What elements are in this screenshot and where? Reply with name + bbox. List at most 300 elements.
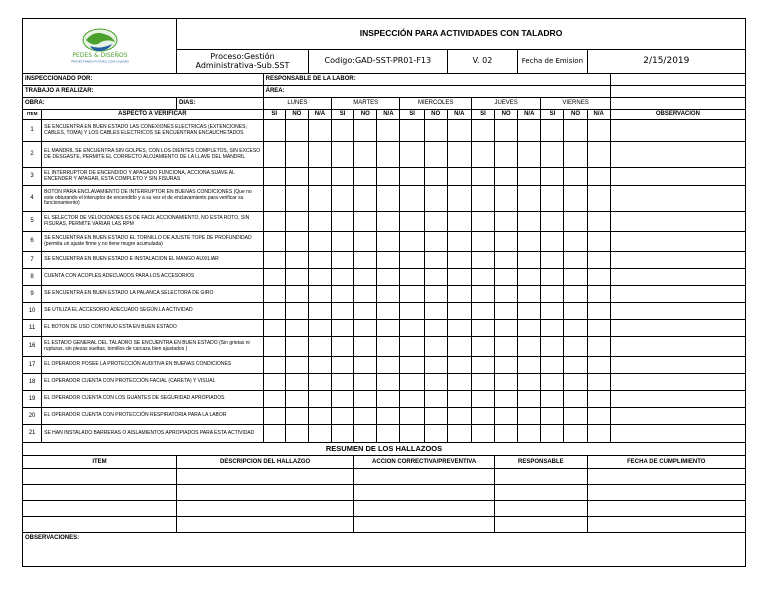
check-cell[interactable]	[400, 374, 424, 391]
summary-cell[interactable]	[587, 501, 745, 517]
check-cell[interactable]	[587, 186, 610, 212]
observation-cell[interactable]	[610, 408, 745, 425]
check-cell[interactable]	[471, 320, 494, 337]
check-cell[interactable]	[354, 303, 377, 320]
summary-cell[interactable]	[495, 469, 588, 485]
summary-cell[interactable]	[177, 501, 354, 517]
check-cell[interactable]	[564, 232, 587, 252]
check-cell[interactable]	[495, 425, 518, 443]
check-cell[interactable]	[471, 374, 494, 391]
check-cell[interactable]	[564, 337, 587, 357]
observation-cell[interactable]	[610, 391, 745, 408]
check-cell[interactable]	[518, 232, 541, 252]
check-cell[interactable]	[332, 425, 354, 443]
check-cell[interactable]	[263, 337, 285, 357]
check-cell[interactable]	[495, 391, 518, 408]
check-cell[interactable]	[263, 425, 285, 443]
check-cell[interactable]	[308, 320, 331, 337]
col-si: SI	[332, 110, 354, 120]
check-cell[interactable]	[541, 120, 564, 142]
check-cell[interactable]	[587, 286, 610, 303]
summary-cell[interactable]	[495, 517, 588, 533]
check-cell[interactable]	[541, 391, 564, 408]
check-cell[interactable]	[400, 357, 424, 374]
check-cell[interactable]	[400, 337, 424, 357]
check-cell[interactable]	[518, 337, 541, 357]
check-cell[interactable]	[587, 142, 610, 168]
summary-cell[interactable]	[23, 501, 177, 517]
check-cell[interactable]	[332, 186, 354, 212]
check-cell[interactable]	[424, 303, 447, 320]
check-cell[interactable]	[285, 425, 308, 443]
check-cell[interactable]	[471, 337, 494, 357]
check-cell[interactable]	[564, 320, 587, 337]
check-cell[interactable]	[285, 232, 308, 252]
observation-cell[interactable]	[610, 142, 745, 168]
check-cell[interactable]	[541, 232, 564, 252]
check-cell[interactable]	[587, 269, 610, 286]
check-cell[interactable]	[400, 168, 424, 186]
check-cell[interactable]	[263, 142, 285, 168]
check-cell[interactable]	[447, 286, 471, 303]
check-cell[interactable]	[400, 286, 424, 303]
check-cell[interactable]	[377, 142, 400, 168]
check-cell[interactable]	[424, 232, 447, 252]
check-cell[interactable]	[541, 286, 564, 303]
check-cell[interactable]	[587, 120, 610, 142]
check-cell[interactable]	[518, 357, 541, 374]
check-cell[interactable]	[471, 286, 494, 303]
check-cell[interactable]	[377, 286, 400, 303]
check-cell[interactable]	[541, 374, 564, 391]
check-cell[interactable]	[354, 186, 377, 212]
check-cell[interactable]	[377, 252, 400, 269]
check-cell[interactable]	[308, 142, 331, 168]
check-cell[interactable]	[263, 391, 285, 408]
emission-date-label: Fecha de Emision	[518, 50, 587, 74]
check-cell[interactable]	[518, 303, 541, 320]
summary-row	[23, 501, 746, 517]
check-cell[interactable]	[377, 232, 400, 252]
check-cell[interactable]	[400, 186, 424, 212]
check-cell[interactable]	[377, 120, 400, 142]
check-cell[interactable]	[447, 212, 471, 232]
check-cell[interactable]	[564, 168, 587, 186]
check-cell[interactable]	[495, 232, 518, 252]
check-cell[interactable]	[377, 337, 400, 357]
check-cell[interactable]	[354, 374, 377, 391]
check-cell[interactable]	[377, 425, 400, 443]
check-cell[interactable]	[285, 286, 308, 303]
observation-cell[interactable]	[610, 186, 745, 212]
summary-cell[interactable]	[495, 501, 588, 517]
observation-cell[interactable]	[610, 320, 745, 337]
check-cell[interactable]	[471, 186, 494, 212]
check-cell[interactable]	[495, 320, 518, 337]
check-cell[interactable]	[285, 303, 308, 320]
check-cell[interactable]	[354, 286, 377, 303]
check-cell[interactable]	[332, 252, 354, 269]
check-cell[interactable]	[285, 320, 308, 337]
check-cell[interactable]	[332, 303, 354, 320]
check-cell[interactable]	[518, 120, 541, 142]
check-cell[interactable]	[400, 252, 424, 269]
observation-cell[interactable]	[610, 337, 745, 357]
check-cell[interactable]	[447, 303, 471, 320]
check-cell[interactable]	[495, 374, 518, 391]
observation-cell[interactable]	[610, 252, 745, 269]
check-cell[interactable]	[285, 212, 308, 232]
check-cell[interactable]	[400, 408, 424, 425]
check-cell[interactable]	[471, 303, 494, 320]
check-cell[interactable]	[308, 252, 331, 269]
check-cell[interactable]	[471, 269, 494, 286]
check-cell[interactable]	[308, 303, 331, 320]
check-cell[interactable]	[424, 212, 447, 232]
check-cell[interactable]	[518, 425, 541, 443]
check-cell[interactable]	[263, 168, 285, 186]
check-cell[interactable]	[541, 303, 564, 320]
check-cell[interactable]	[285, 168, 308, 186]
check-cell[interactable]	[447, 269, 471, 286]
check-cell[interactable]	[354, 212, 377, 232]
check-cell[interactable]	[424, 425, 447, 443]
check-cell[interactable]	[263, 120, 285, 142]
check-cell[interactable]	[447, 186, 471, 212]
check-cell[interactable]	[263, 269, 285, 286]
check-cell[interactable]	[263, 232, 285, 252]
check-cell[interactable]	[564, 357, 587, 374]
check-cell[interactable]	[285, 120, 308, 142]
check-cell[interactable]	[447, 357, 471, 374]
check-cell[interactable]	[308, 391, 331, 408]
check-cell[interactable]	[377, 212, 400, 232]
check-cell[interactable]	[495, 303, 518, 320]
check-cell[interactable]	[447, 408, 471, 425]
check-cell[interactable]	[308, 408, 331, 425]
check-cell[interactable]	[495, 186, 518, 212]
check-cell[interactable]	[332, 212, 354, 232]
check-cell[interactable]	[377, 320, 400, 337]
check-cell[interactable]	[471, 142, 494, 168]
check-cell[interactable]	[447, 142, 471, 168]
check-cell[interactable]	[263, 320, 285, 337]
observation-cell[interactable]	[610, 303, 745, 320]
check-cell[interactable]	[377, 186, 400, 212]
check-cell[interactable]	[518, 142, 541, 168]
summary-cell[interactable]	[23, 517, 177, 533]
observation-cell[interactable]	[610, 425, 745, 443]
check-cell[interactable]	[518, 286, 541, 303]
check-cell[interactable]	[447, 232, 471, 252]
check-cell[interactable]	[424, 374, 447, 391]
check-cell[interactable]	[263, 212, 285, 232]
check-cell[interactable]	[447, 374, 471, 391]
check-cell[interactable]	[400, 120, 424, 142]
check-cell[interactable]	[263, 357, 285, 374]
summary-cell[interactable]	[177, 469, 354, 485]
check-cell[interactable]	[587, 391, 610, 408]
check-cell[interactable]	[332, 232, 354, 252]
check-cell[interactable]	[587, 337, 610, 357]
check-cell[interactable]	[447, 320, 471, 337]
check-cell[interactable]	[332, 337, 354, 357]
summary-cell[interactable]	[177, 517, 354, 533]
check-cell[interactable]	[587, 408, 610, 425]
check-cell[interactable]	[400, 391, 424, 408]
check-cell[interactable]	[332, 269, 354, 286]
check-cell[interactable]	[377, 357, 400, 374]
observation-cell[interactable]	[610, 168, 745, 186]
check-cell[interactable]	[377, 408, 400, 425]
check-cell[interactable]	[424, 391, 447, 408]
summary-cell[interactable]	[354, 501, 495, 517]
check-cell[interactable]	[354, 408, 377, 425]
check-cell[interactable]	[471, 408, 494, 425]
check-cell[interactable]	[541, 186, 564, 212]
check-cell[interactable]	[332, 408, 354, 425]
check-cell[interactable]	[587, 252, 610, 269]
check-cell[interactable]	[471, 391, 494, 408]
check-cell[interactable]	[495, 357, 518, 374]
observation-cell[interactable]	[610, 232, 745, 252]
check-cell[interactable]	[564, 374, 587, 391]
check-cell[interactable]	[308, 357, 331, 374]
check-cell[interactable]	[354, 320, 377, 337]
check-cell[interactable]	[308, 337, 331, 357]
check-cell[interactable]	[332, 357, 354, 374]
check-cell[interactable]	[308, 186, 331, 212]
checklist-item-text: SE ENCUENTRA EN BUEN ESTADO EL TORNILLO DE AJUSTE TOPE DE PROFUNDIDAD (permita un ajuste firme y no tiene mugre acumulada)	[42, 232, 263, 252]
check-cell[interactable]	[308, 212, 331, 232]
check-cell[interactable]	[471, 425, 494, 443]
check-cell[interactable]	[332, 374, 354, 391]
check-cell[interactable]	[400, 425, 424, 443]
check-cell[interactable]	[587, 425, 610, 443]
check-cell[interactable]	[518, 186, 541, 212]
check-cell[interactable]	[541, 142, 564, 168]
check-cell[interactable]	[564, 269, 587, 286]
check-cell[interactable]	[308, 168, 331, 186]
check-cell[interactable]	[308, 232, 331, 252]
check-cell[interactable]	[354, 269, 377, 286]
summary-cell[interactable]	[23, 485, 177, 501]
check-cell[interactable]	[285, 337, 308, 357]
check-cell[interactable]	[308, 286, 331, 303]
observation-cell[interactable]	[610, 269, 745, 286]
check-cell[interactable]	[285, 252, 308, 269]
check-cell[interactable]	[354, 168, 377, 186]
check-cell[interactable]	[564, 408, 587, 425]
check-cell[interactable]	[564, 425, 587, 443]
check-cell[interactable]	[518, 374, 541, 391]
summary-cell[interactable]	[495, 485, 588, 501]
check-cell[interactable]	[587, 357, 610, 374]
summary-cell[interactable]	[177, 485, 354, 501]
check-cell[interactable]	[354, 391, 377, 408]
check-cell[interactable]	[354, 142, 377, 168]
check-cell[interactable]	[285, 357, 308, 374]
check-cell[interactable]	[495, 252, 518, 269]
check-cell[interactable]	[377, 374, 400, 391]
check-cell[interactable]	[447, 120, 471, 142]
check-cell[interactable]	[424, 357, 447, 374]
check-cell[interactable]	[564, 286, 587, 303]
check-cell[interactable]	[424, 186, 447, 212]
check-cell[interactable]	[541, 337, 564, 357]
check-cell[interactable]	[587, 374, 610, 391]
check-cell[interactable]	[564, 391, 587, 408]
check-cell[interactable]	[263, 303, 285, 320]
observation-cell[interactable]	[610, 357, 745, 374]
check-cell[interactable]	[447, 168, 471, 186]
check-cell[interactable]	[377, 303, 400, 320]
check-cell[interactable]	[564, 303, 587, 320]
check-cell[interactable]	[471, 120, 494, 142]
check-cell[interactable]	[354, 337, 377, 357]
check-cell[interactable]	[564, 120, 587, 142]
check-cell[interactable]	[587, 168, 610, 186]
check-cell[interactable]	[541, 269, 564, 286]
check-cell[interactable]	[285, 391, 308, 408]
summary-col-description: DESCRIPCION DEL HALLAZGO	[177, 456, 354, 469]
check-cell[interactable]	[354, 425, 377, 443]
check-cell[interactable]	[377, 269, 400, 286]
observations-box[interactable]: OBSERVACIONES:	[23, 533, 746, 567]
check-cell[interactable]	[495, 408, 518, 425]
check-cell[interactable]	[541, 425, 564, 443]
check-cell[interactable]	[285, 142, 308, 168]
check-cell[interactable]	[377, 391, 400, 408]
check-cell[interactable]	[308, 120, 331, 142]
check-cell[interactable]	[400, 269, 424, 286]
check-cell[interactable]	[495, 142, 518, 168]
summary-cell[interactable]	[587, 485, 745, 501]
summary-cell[interactable]	[23, 469, 177, 485]
check-cell[interactable]	[564, 186, 587, 212]
check-cell[interactable]	[471, 252, 494, 269]
check-cell[interactable]	[471, 212, 494, 232]
check-cell[interactable]	[263, 408, 285, 425]
check-cell[interactable]	[495, 337, 518, 357]
check-cell[interactable]	[541, 212, 564, 232]
check-cell[interactable]	[285, 408, 308, 425]
summary-cell[interactable]	[354, 469, 495, 485]
check-cell[interactable]	[518, 320, 541, 337]
check-cell[interactable]	[424, 337, 447, 357]
check-cell[interactable]	[541, 357, 564, 374]
observation-cell[interactable]	[610, 212, 745, 232]
check-cell[interactable]	[564, 212, 587, 232]
check-cell[interactable]	[471, 357, 494, 374]
check-cell[interactable]	[354, 357, 377, 374]
observation-cell[interactable]	[610, 120, 745, 142]
check-cell[interactable]	[424, 252, 447, 269]
check-cell[interactable]	[308, 374, 331, 391]
check-cell[interactable]	[518, 212, 541, 232]
check-cell[interactable]	[495, 286, 518, 303]
check-cell[interactable]	[518, 252, 541, 269]
check-cell[interactable]	[424, 286, 447, 303]
check-cell[interactable]	[587, 232, 610, 252]
check-cell[interactable]	[400, 232, 424, 252]
summary-cell[interactable]	[587, 469, 745, 485]
check-cell[interactable]	[518, 269, 541, 286]
check-cell[interactable]	[541, 168, 564, 186]
check-cell[interactable]	[447, 252, 471, 269]
check-cell[interactable]	[263, 374, 285, 391]
observation-cell[interactable]	[610, 286, 745, 303]
check-cell[interactable]	[424, 168, 447, 186]
check-cell[interactable]	[263, 186, 285, 212]
check-cell[interactable]	[424, 408, 447, 425]
check-cell[interactable]	[400, 303, 424, 320]
check-cell[interactable]	[400, 320, 424, 337]
check-cell[interactable]	[587, 320, 610, 337]
check-cell[interactable]	[332, 168, 354, 186]
check-cell[interactable]	[308, 269, 331, 286]
check-cell[interactable]	[263, 252, 285, 269]
summary-row	[23, 485, 746, 501]
check-cell[interactable]	[354, 252, 377, 269]
check-cell[interactable]	[495, 120, 518, 142]
check-cell[interactable]	[541, 252, 564, 269]
check-cell[interactable]	[424, 320, 447, 337]
check-cell[interactable]	[447, 391, 471, 408]
check-cell[interactable]	[587, 212, 610, 232]
check-cell[interactable]	[518, 408, 541, 425]
check-cell[interactable]	[400, 142, 424, 168]
check-cell[interactable]	[447, 337, 471, 357]
check-cell[interactable]	[587, 303, 610, 320]
check-cell[interactable]	[354, 120, 377, 142]
check-cell[interactable]	[354, 232, 377, 252]
logo-text: PEDES & DISEÑOS	[71, 51, 128, 59]
check-cell[interactable]	[332, 391, 354, 408]
check-cell[interactable]	[285, 269, 308, 286]
check-cell[interactable]	[495, 269, 518, 286]
check-cell[interactable]	[424, 269, 447, 286]
check-cell[interactable]	[400, 212, 424, 232]
check-cell[interactable]	[263, 286, 285, 303]
check-cell[interactable]	[541, 408, 564, 425]
check-cell[interactable]	[541, 320, 564, 337]
check-cell[interactable]	[332, 120, 354, 142]
check-cell[interactable]	[424, 120, 447, 142]
check-cell[interactable]	[471, 232, 494, 252]
check-cell[interactable]	[518, 391, 541, 408]
check-cell[interactable]	[377, 168, 400, 186]
summary-cell[interactable]	[587, 517, 745, 533]
check-cell[interactable]	[308, 425, 331, 443]
check-cell[interactable]	[332, 320, 354, 337]
check-cell[interactable]	[471, 168, 494, 186]
check-cell[interactable]	[332, 142, 354, 168]
check-cell[interactable]	[285, 186, 308, 212]
check-cell[interactable]	[495, 212, 518, 232]
check-cell[interactable]	[564, 142, 587, 168]
check-cell[interactable]	[447, 425, 471, 443]
check-cell[interactable]	[564, 252, 587, 269]
summary-cell[interactable]	[354, 485, 495, 501]
check-cell[interactable]	[495, 168, 518, 186]
check-cell[interactable]	[332, 286, 354, 303]
observation-cell[interactable]	[610, 374, 745, 391]
summary-cell[interactable]	[354, 517, 495, 533]
check-cell[interactable]	[285, 374, 308, 391]
check-cell[interactable]	[518, 168, 541, 186]
check-cell[interactable]	[424, 142, 447, 168]
